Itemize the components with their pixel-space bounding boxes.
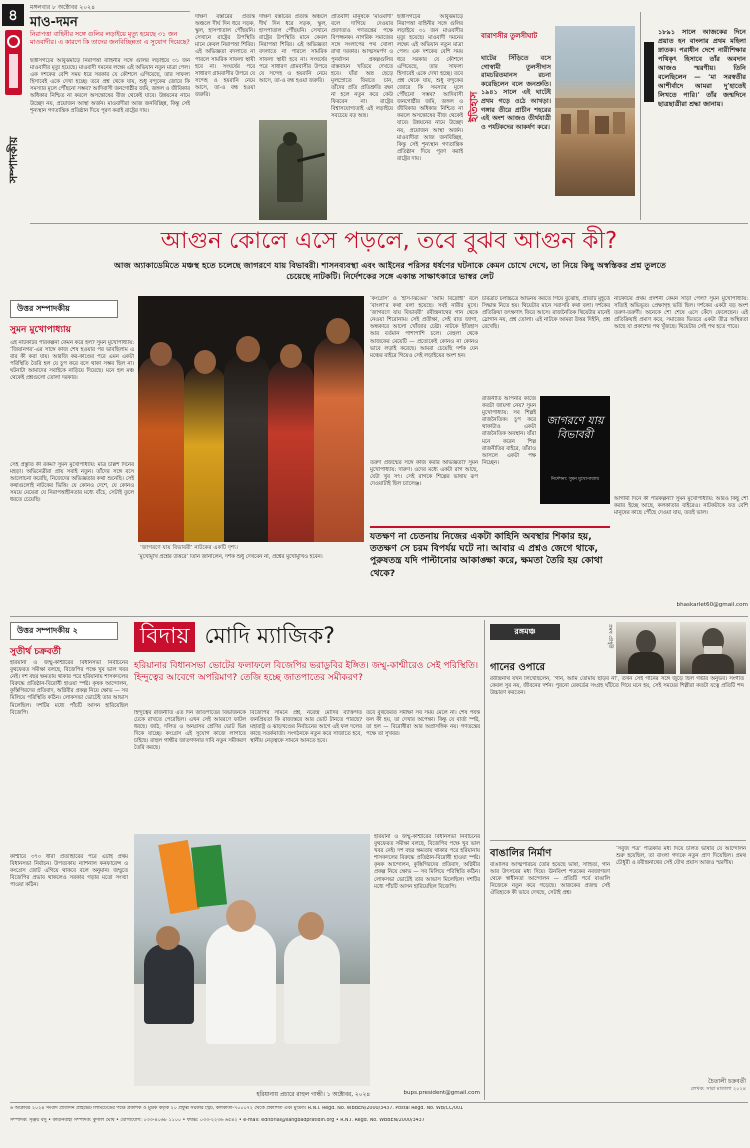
author-suman: সুমন মুখোপাধ্যায় [10,325,71,335]
second-body1: হরিয়ানা ও জম্মু-কাশ্মীরের বিধানসভা নির্বাচনের বুথফেরত সমীক্ষা বলছে, বিজেপির পক্ষে খুব ভাল খবর নেই। দশ বছর ক্ষমতায় থাকার পরে হরিয়ানায় শাসকদলের বিরুদ্ধে প্রতিষ্ঠান-বিরোধী হাওয়া স্পষ্ট। কৃষক আন্দোলন, কুস্তিগিরদের প্রতিবাদ, অগ্নিবীর প্রকল্প নিয়ে ক্ষোভ — সব মিলিয়ে পরিস্থিতি কঠিন। লোকসভা ভোটেই তার আভাস মিলেছিল। দশটির মধ্যে পাঁচটি আসন হারিয়েছিল বিজেপি। [10,660,128,716]
section-vertical-title: সম্পাদকীয় [7,136,20,184]
portrait-tagore [680,622,746,674]
main-body-far: নাটকটির প্রথম প্রদর্শনী কেমন সাড়া পেল? সুমন মুখোপাধ্যায়: সত্যিই অভিভূত। প্রেক্ষাগৃহ ভর্তি ছিল। দর্শকের একটা বড় অংশ তরুণ-তরুণী। অনেকে শো শেষে এসে কেঁদে ফেলেছেন। এই প্রতিক্রিয়াই প্রমাণ করে, সমাজের ভিতরে একটা তীব্র অস্থিরতা আছে যা প্রকাশের পথ খুঁজছে। থিয়েটার সেই পথ হতে পারে। [614,296,748,331]
main-body-far2: আগামী দিনে কী পরিকল্পনা? সুমন মুখোপাধ্যায়: আরও কিছু শো করার ইচ্ছে আছে, কলকাতার বাইরেও। নাটকটাকে যত বেশি মানুষের কাছে পৌঁছে দেওয়া যায়, ততই ভাল। [614,496,748,517]
itihas-body: ঘাটের সিঁড়িতে বসে গোস্বামী তুলসীদাস রামচরিতমানস রচনা করেছিলেন বলে জনশ্রুতি। ১৯৪১ সালে এই ঘাটেই প্রথম গড়ে ওঠে আখড়া। গঙ্গার তীরে প্রাচীন শহরের এই অংশ আজও তীর্থযাত্রী ও পর্যটকদের আকর্ষণ করে। [481,54,551,131]
second-body5: হরিয়ানা ও জম্মু-কাশ্মীরের বিধানসভা নির্বাচনের বুথফেরত সমীক্ষা বলছে, বিজেপির পক্ষে খুব ভাল খবর নেই। দশ বছর ক্ষমতায় থাকার পরে হরিয়ানায় শাসকদলের বিরুদ্ধে প্রতিষ্ঠান-বিরোধী হাওয়া স্পষ্ট। কৃষক আন্দোলন, কুস্তিগিরদের প্রতিবাদ, অগ্নিবীর প্রকল্প নিয়ে ক্ষোভ — সব মিলিয়ে পরিস্থিতি কঠিন। লোকসভা ভোটেই তার আভাস মিলেছিল। দশটির মধ্যে পাঁচটি আসন হারিয়েছিল বিজেপি। [374,834,480,890]
ajker-din-box [644,12,748,222]
author-sutirtha: সুতীর্থ চক্রবর্তী [10,647,61,657]
main-body-mid2: তরুণ প্রজন্মের সঙ্গে কাজ করার অভিজ্ঞতা? সুমন মুখোপাধ্যায়: দারুণ। ওদের মধ্যে একটা রাগ আছে, যেটা খুব সৎ। সেই রাগকে শিল্পের ভাষায় রূপ দেওয়াটাই ছিল চ্যালেঞ্জ। [370,460,478,488]
second-headline-lead: বিদায় [134,622,195,652]
masthead [0,0,27,225]
main-email: bhaskarlet60@gmail.com [676,602,748,608]
culture-item2-body: বাঙালির আত্মপরিচয় তৈরি হয়েছে ভাষা, সাহিত্য, গান আর উৎসবের মধ্য দিয়ে। ঊনবিংশ শতকের নবজাগরণ থেকে স্বাধীনতা আন্দোলন — প্রতিটি পর্বে বাঙালি নিজেকে নতুন করে গড়েছে। আজকের প্রজন্ম সেই ঐতিহ্যকে কী ভাবে দেখছে, সেটাই প্রশ্ন। [490,862,610,897]
pull-quote: যতক্ষণ না চেতনায় নিজের একটা কাহিনি অবস্থার শিকার হয়, ততক্ষণ সে চরম বিপর্যয় ঘটে না। আবার এ প্রশ্নও জেগে থাকে, পুরুষতন্ত্র যদি পাল্টানোর আকাঙ্ক্ষা করে, ক্ষমতা তৈরি হয় কোথা থেকে? [370,526,610,614]
main-headline: আগুন কোলে এসে পড়লে, তবে বুঝব আগুন কী? [160,228,618,254]
second-body4: তবে বুথফেরত সমীক্ষা সব সময় মেলে না। শেষ পর্যন্ত ফল কী হয়, তা দেখার অপেক্ষা। কিন্তু যে বার্তা স্পষ্ট, তা হল — বিরোধীরা আর অপ্রাসঙ্গিক নয়। গণতন্ত্রের পক্ষে তা সুখবর। [366,710,480,738]
issue-date: মঙ্গলবার ৮ অক্টোবর ২০২৪ [30,4,95,11]
section-uttar-sampadakiya: উত্তর সম্পাদকীয় [10,300,118,318]
second-headline [134,622,480,656]
editorial-body: ছত্তীসগঢ়ের আবুঝমাড়ে নিরাপত্তা বাহিনীর সঙ্গে গুলির লড়াইয়ে ৩১ জন মাওবাদীর মৃত্যু হয়েছে। মাওবাদী দমনের লক্ষ্যে এই অভিযান নতুন মাত্রা পেল। এক দশকের বেশি সময় ধরে সরকার যে কৌশলে এগিয়েছে, তার সাফল্য হিসাবেই একে দেখা হচ্ছে। তবে প্রশ্ন থেকে যায়, শুধু বন্দুকের জোরে কি সমস্যার মূলে পৌঁছনো সম্ভব? আদিবাসী জনগোষ্ঠীর জমি, জঙ্গল ও জীবিকার অধিকার নিশ্চিত না করলে অসন্তোষের বীজ থেকেই যাবে। উন্নয়নের নামে উচ্ছেদ নয়, প্রয়োজন আস্থা অর্জন। মাওবাদীরা আজ জনবিচ্ছিন্ন, কিন্তু সেই শূন্যস্থান গণতান্ত্রিক প্রতিষ্ঠান দিয়ে পূরণ করাই রাষ্ট্রের দায়। [30,58,190,114]
main-subhead: আজ অ্যাকাডেমিতে মঞ্চস্থ হতে চলেছে জাগরণে যায় বিভাবরী। শাসনব্যবস্থা এবং আইনের পরিসর ধর্ষণের ঘটনাকে কেমন চোখে দেখে, তা নিয়ে কিছু অস্বস্তিকর প্রশ্ন তুলতে চেয়েছে নাটকটি। নির্দেশকের সঙ্গে একান্ত সাক্ষাৎকারে ভাস্বর লেট [113,260,667,281]
main-body-mid: ‘কংগ্রেস’ ও ‘হাঁস-ঝিঙের’ ‘আমি বিদ্রোহী’ বলে ‘বাংলা’র কথা বলা হয়েছে। সবই নারীর মুখে। ‘জাগরণে যায় বিভাবরী’ রবীন্দ্রনাথের গান থেকে নেওয়া শিরোনাম। সেই প্রতীক্ষা, সেই রাত জাগা, অন্ধকারে আলো খোঁজার চেষ্টা। নাটকে ইতিহাস আর বর্তমান পাশাপাশি চলে। বেহুলা থেকে আজকের মেয়েটি — প্রত্যেকেই কোনও না কোনও ভাবে লড়াই করেছে। আমরা চেয়েছি দর্শক যেন মঞ্চের বাইরে গিয়েও সেই লড়াইয়ের অংশ হন। [370,296,478,359]
poster-subtitle: নির্দেশনা: সুমন মুখোপাধ্যায় [550,477,600,482]
second-body3: বিজেপির সামনে প্রশ্ন, নরেন্দ্র মোদির ব্যক্তিগত জনপ্রিয়তা কি রাজ্যস্তরে আর ভোট টানতে পারছে? মহারাষ্ট্র ও ঝাড়খণ্ডের নির্বাচনের আগে এই ফল দলের কাছে সতর্কবার্তা। সংগঠনকে নতুন করে সাজাতে হবে, স্থানীয় নেতৃত্বকে সামনে আনতে হবে। [250,710,362,745]
footer-line1: ৬ অক্টোবর ২০২৪ সংবাদ প্রতিদিন প্রাইভেট লিমিটেডের পক্ষে প্রকাশক ও মুদ্রক কর্তৃক ২০ প্রফুল্ল সরকার স্ট্রিট, কলকাতা-৭০০০৭২ থেকে প্রকাশিত এবং মুদ্রিত। R.N.I. Regd. No. WBBEN/2000/3437. Postal Regd. No. WB/CC/001 [10,1106,464,1111]
page-number: ৪ [2,4,24,26]
logo [5,30,22,95]
editorial-col3: প্রতিবাদী মানুষকে 'মাওবাদী' বলে দাগিয়ে দেওয়ার প্রবণতাও গণতন্ত্রের পক্ষে বিপজ্জনক। নাগরিক সমাজের সঙ্গে সংলাপের পথ খোলা রাখা দরকার। আত্মসমর্পণ ও পুনর্বাসন প্রকল্পগুলির বাস্তবায়ন খতিয়ে দেখতে হবে। যাঁরা অস্ত্র ছেড়ে মূলস্রোতে ফিরতে চান, তাঁদের প্রতি প্রতিশ্রুতি রক্ষা না হলে নতুন করে কেউ ফিরবেন না। রাষ্ট্রের বিশ্বাসযোগ্যতাই এই লড়াইয়ে সবচেয়ে বড় অস্ত্র। [331,14,393,120]
culture-section-label: রঙ্গমঞ্চ [490,624,560,640]
editorial-mao [30,12,190,222]
itihas-box [467,12,637,222]
play-poster [540,396,610,504]
portrait-pramatha [616,622,676,674]
culture-item2-title: বাঙালির নির্মাণ [490,848,552,859]
editorial-headline: মাও-দমন [30,15,78,30]
itihas-heading: বারাণসীর তুলসীঘাট [481,32,538,40]
main-body1b: সেই প্রস্তুতি কী রকম? সুমন মুখোপাধ্যায়: মাত্র চল্লিশ দিনের মহড়া। অভিনেত্রীরা প্রায় সবাই নতুন। তাঁদের সঙ্গে বসে আলোচনা করেছি, নিজেদের অভিজ্ঞতার কথা শুনেছি। সেই কথাগুলোই নাটকের ভিত্তি। যে কোনও দেশে, যে কোনও সময়ে মেয়েরা যে নিরাপত্তাহীনতার মধ্যে বাঁচে, সেটাই তুলে ধরতে চেয়েছি। [10,462,134,504]
editorial-body-col2: দক্ষিণ বস্তারের প্রত্যন্ত অঞ্চলে দীর্ঘ দিন ধরে সড়ক, স্কুল, হাসপাতাল পৌঁছয়নি। সেখানে রাষ্ট্রের উপস্থিতি মানে কেবল নিরাপত্তা শিবির। এই অভিজ্ঞতা বদলাতে না পারলে সামরিক সাফল্য স্থায়ী হবে না। সংঘর্ষের পরে সাধারণ গ্রামবাসীর উপরে যে সন্দেহ ও হয়রানি নেমে আসে, তা-ও বন্ধ হওয়া জরুরি। [195,14,255,99]
rally-photo-caption: হরিয়ানায় প্রচারে রাহুল গান্ধী। ১ অক্টোবর, ২০২৪ [256,1092,370,1098]
editorial-deck: নিরাপত্তা বাহিনীর সঙ্গে গুলির লড়াইয়ে মৃত্যু হয়েছে ৩১ জন মাওবাদীর। এ কারণে কি তাদের জনবিচ্ছিন্নতা এ সুযোগ দিয়েছে? [30,31,190,46]
section-uttar-sampadakiya-2: উত্তর সম্পাদকীয় ২ [10,622,118,640]
footer-line2: সম্পাদক: সৃঞ্জয় বসু • কার্যনির্বাহী সম্পাদক: কুণাল ঘোষ • যোগাযোগ: ০৩৩-৪০৬৮ ১১০০ • ফ্যাক্স: ০৩৩-২২৩৬ ৬৫৪২ • e-mail: editorial@sangbadpratidin.org • R.N.I. Regd. No. WBBEN/2000/3437 [10,1118,425,1123]
theatre-photo-caption: ‘জাগরণে যায় বিভাবরী’ নাটকের একটি দৃশ্য। [140,545,238,551]
culture-item3-body: ‘সবুজ পত্র’ পত্রিকার মধ্য দিয়ে চলিত ভাষার যে আন্দোলন শুরু হয়েছিল, তা বাংলা গদ্যকে নতুন প্রাণ দিয়েছিল। প্রমথ চৌধুরী ও রবীন্দ্রনাথের সেই যৌথ প্রয়াস আজও স্মরণীয়। [616,846,746,867]
itihas-label: ইতিহাস [469,91,480,122]
main-body1: এই নাটকটির পরিকল্পনা কেমন করে হল? সুমন মুখোপাধ্যায়: ‘জিয়ানগর’-এর সাঙ্গে কাজ শেষ হওয়ার পর ভাবছিলাম এ বার কী করা যায়। আরজি কর-কাণ্ডের পরে এমন একটা পরিস্থিতি তৈরি হল যে চুপ করে বসে থাকা সম্ভব ছিল না। ঘটনাটা আমাদের সবাইকে নাড়িয়ে দিয়েছে। মনে হল মঞ্চ থেকেই প্রশ্নগুলো তোলা দরকার। [10,340,134,382]
varanasi-photo [555,26,635,196]
soldier-photo [259,120,327,220]
ajker-din-body: ১৮৯১ সালে আজকের দিনে প্রয়াত হন বাংলার প্রথম মহিলা স্নাতক। পরাধীন দেশে নারীশিক্ষার পথিকৃৎ হিসাবে তাঁর অবদান আজও স্মরণীয়। তিনি বলেছিলেন — ‘মা সরস্বতীর আশীর্বাদে আমরা দু’হাতেই লিখতে পারি।’ তাঁর জন্মদিনে ছাত্রছাত্রীরা শ্রদ্ধা জানায়। [658,28,746,108]
editorial-col4: ছত্তীসগঢ়ের আবুঝমাড়ে নিরাপত্তা বাহিনীর সঙ্গে গুলির লড়াইয়ে ৩১ জন মাওবাদীর মৃত্যু হয়েছে। মাওবাদী দমনের লক্ষ্যে এই অভিযান নতুন মাত্রা পেল। এক দশকের বেশি সময় ধরে সরকার যে কৌশলে এগিয়েছে, তার সাফল্য হিসাবেই একে দেখা হচ্ছে। তবে প্রশ্ন থেকে যায়, শুধু বন্দুকের জোরে কি সমস্যার মূলে পৌঁছনো সম্ভব? আদিবাসী জনগোষ্ঠীর জমি, জঙ্গল ও জীবিকার অধিকার নিশ্চিত না করলে অসন্তোষের বীজ থেকেই যাবে। উন্নয়নের নামে উচ্ছেদ নয়, প্রয়োজন আস্থা অর্জন। মাওবাদীরা আজ জনবিচ্ছিন্ন, কিন্তু সেই শূন্যস্থান গণতান্ত্রিক প্রতিষ্ঠান দিয়ে পূরণ করাই রাষ্ট্রের দায়। [397,14,463,162]
culture-item1-title: গানের ওপারে [490,662,545,673]
ajker-din-icon [644,42,654,102]
culture-signature: চৈতালী চক্রবর্তী [708,1078,746,1085]
second-deck: হরিয়ানার বিধানসভা ভোটের ফলাফলে বিজেপির ভরাডুবির ইঙ্গিত। জম্মু-কাশ্মীরেও সেই পরিস্থিতি। হিন্দুত্বের আবেগে অপরিমাণ? তেজি হচ্ছে জাতপাতের সমীকরণ? [134,661,479,683]
main-caption-col: ‘মুখোমুখি প্রশ্নের উত্তরে’ তিনি জানালেন, দর্শক শুধু দেখবেন না, প্রশ্নের মুখোমুখিও হবেন। [138,554,323,560]
portrait-pramatha-caption: প্রমথ চৌধুরী [607,624,613,649]
rally-photo [134,834,370,1086]
poster-title: জাগরণে যায় বিভাবরী [546,414,604,441]
main-body-right2: রাজনীতি আপনার কাজে কতটা জায়গা নেয়? সুমন মুখোপাধ্যায়: সব শিল্পই রাজনৈতিক। চুপ করে থাকাটাও একটা রাজনৈতিক অবস্থান। যাঁরা মনে করেন শিল্প রাজনীতির বাইরে, তাঁরাও আসলে একটা পক্ষ নিচ্ছেন। [482,396,536,466]
second-headline-rest: মোদি ম্যাজিক? [204,624,335,649]
second-body2: হিন্দুত্বের রাজনীতি এত দিন জাতপাতের বিভাজনকে ঢেকে রাখতে পেরেছিল। এখন সেই আবরণে ফাটল ধরছে। জাঠ, দলিত ও অনগ্রসর শ্রেণির ভোট ভিন্ন দিকে যাচ্ছে। কংগ্রেস এই সুযোগ কাজে লাগাতে চাইছে। রাহুল গান্ধীর জাতগণনার দাবি নতুন সমীকরণ তৈরি করছে। [134,710,246,752]
main-body-right: চরিত্রটি চলচ্চিত্রে অভিনয় করতে গিয়ে বুঝেছি, প্রতিটি মুহূর্তে সিদ্ধান্ত নিতে হয়। থিয়েটার মানে সরাসরি কথা বলা। দর্শকের প্রতিক্রিয়া তৎক্ষণাৎ ফিরে আসে। রাজনৈতিক থিয়েটার মানেই স্লোগান নয়, প্রশ্ন তোলা। এই নাটকে আমরা উত্তর দিইনি, প্রশ্ন রেখেছি। [482,296,610,331]
culture-signature-note: লেখক: সারা মাতালা ২০২৪ [690,1086,746,1092]
second-email: bups.president@gmail.com [403,1090,480,1096]
second-body1b: কাশ্মীরে ৩৭০ ধারা প্রত্যাহারের পরে এটাই প্রথম বিধানসভা নির্বাচন। উপত্যকায় ন্যাশনাল কনফারেন্স ও কংগ্রেস জোট এগিয়ে থাকবে বলে অনুমান। জম্মুতে বিজেপির প্রভাব থাকলেও সরকার গড়ার মতো সংখ্যা পাওয়া কঠিন। [10,854,128,889]
theatre-photo [138,296,364,542]
editorial-col3-top: দক্ষিণ বস্তারের প্রত্যন্ত অঞ্চলে দীর্ঘ দিন ধরে সড়ক, স্কুল, হাসপাতাল পৌঁছয়নি। সেখানে রাষ্ট্রের উপস্থিতি মানে কেবল নিরাপত্তা শিবির। এই অভিজ্ঞতা বদলাতে না পারলে সামরিক সাফল্য স্থায়ী হবে না। সংঘর্ষের পরে সাধারণ গ্রামবাসীর উপরে যে সন্দেহ ও হয়রানি নেমে আসে, তা-ও বন্ধ হওয়া জরুরি। [259,14,327,84]
culture-item1-body: রবীন্দ্রনাথ যখন লিখেছিলেন, ‘গান, আমি তোমায় ছাড়ব না’, তখন সেই গানের সঙ্গে জুড়ে ছিল গভীর অনুভব। সংগীত কেবল সুর নয়, জীবনের দর্শন। পুরনো রেকর্ডের সংগ্রহ ঘাঁটতে গিয়ে মনে হয়, সেই সময়ের শিল্পীরা কতটা যত্নে প্রতিটি শব্দ উচ্চারণ করতেন। [490,676,744,697]
